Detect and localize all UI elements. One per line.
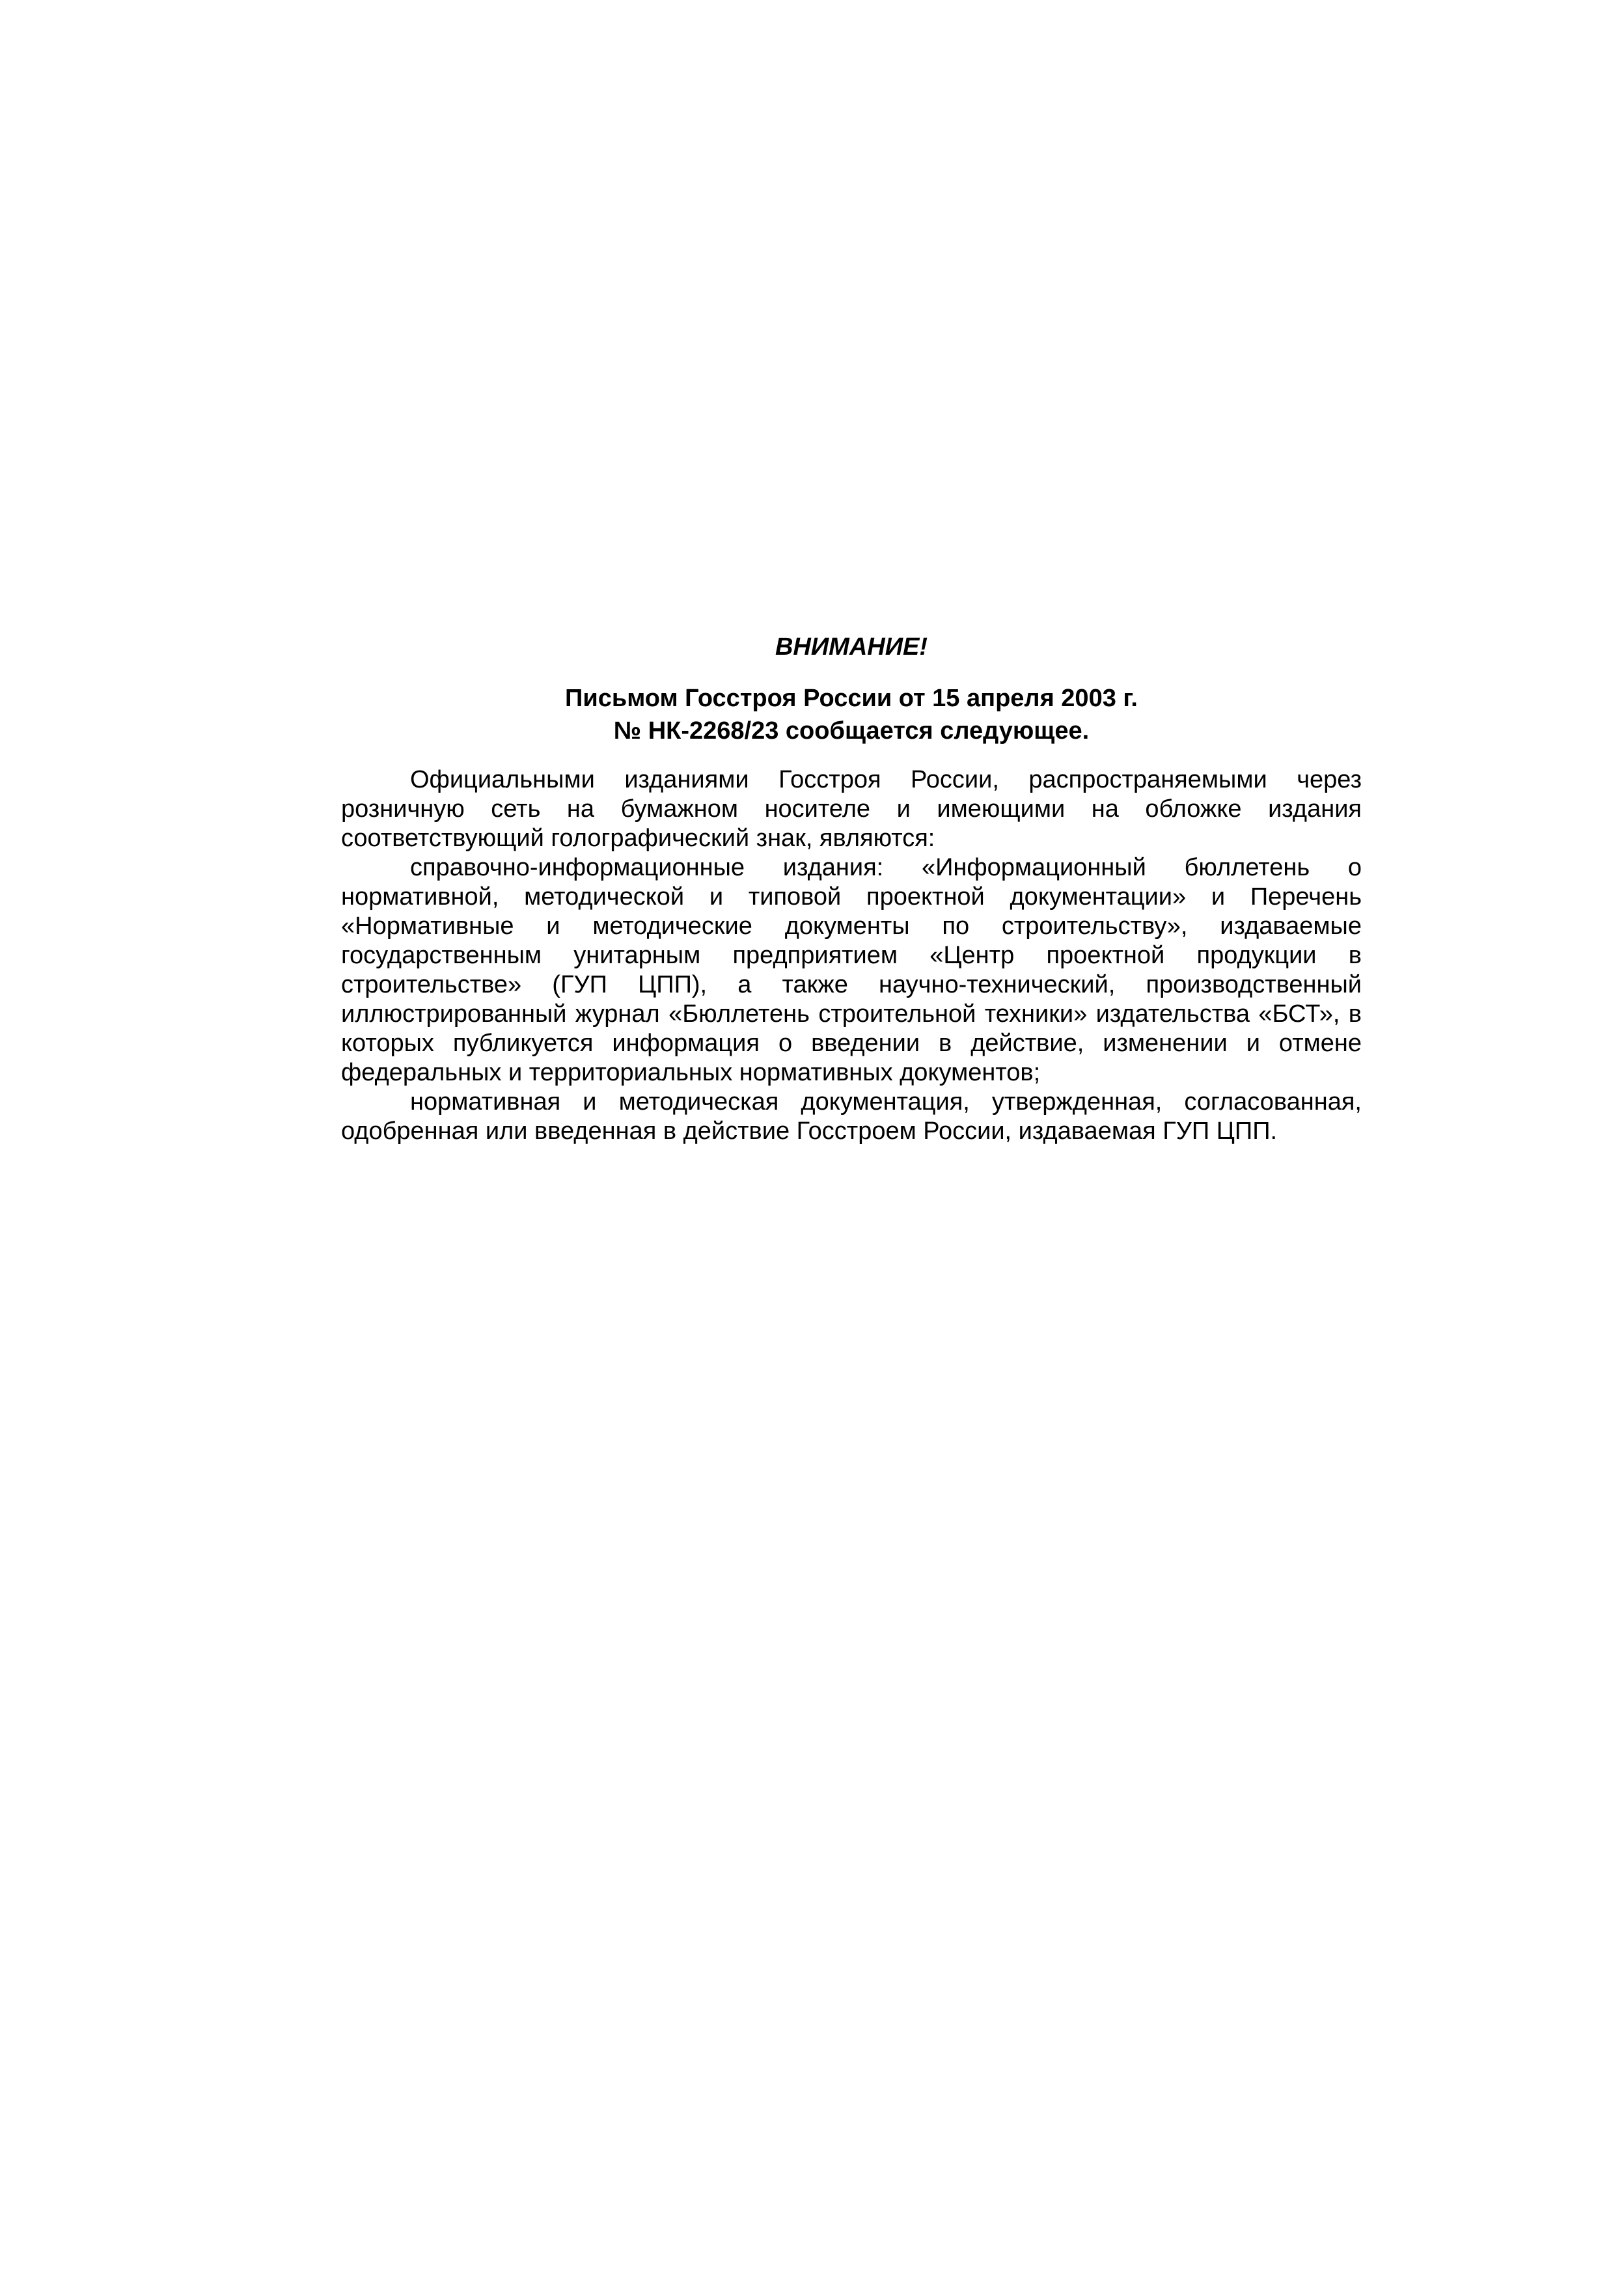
notice-paragraph-official-editions: Официальными изданиями Госстроя России, распространяемыми через розничную сеть на бумажном носителе и имеющими на обложке издания соответствующий голографический знак, являются: [341,766,1362,852]
attention-notice [341,631,1362,1146]
notice-paragraph-normative-documentation: нормативная и методическая документация, утвержденная, согласованная, одобренная или введенная в действие Госстроем России, издаваемая ГУП ЦПП. [341,1088,1362,1145]
letter-title-line-1: Письмом Госстроя России от 15 апреля 2003 г. [565,685,1138,712]
notice-paragraph-reference-editions: справочно-информационные издания: «Информационный бюллетень о нормативной, методической и типовой проектной документации» и Перечень «Нормативные и методические документы по строительству», издаваемые государственным унитарным предприятием «Центр проектной продукции в строительстве» (ГУП ЦПП), а также научно-технический, производственный иллюстрированный журнал «Бюллетень строительной техники» издательства «БСТ», в которых публикуется информация о введении в действие, изменении и отмене федеральных и территориальных нормативных документов; [341,854,1362,1086]
letter-title-line-2: № НК-2268/23 сообщается следующее. [613,717,1090,745]
letter-title [341,682,1362,747]
notice-heading: ВНИМАНИЕ! [775,633,928,661]
